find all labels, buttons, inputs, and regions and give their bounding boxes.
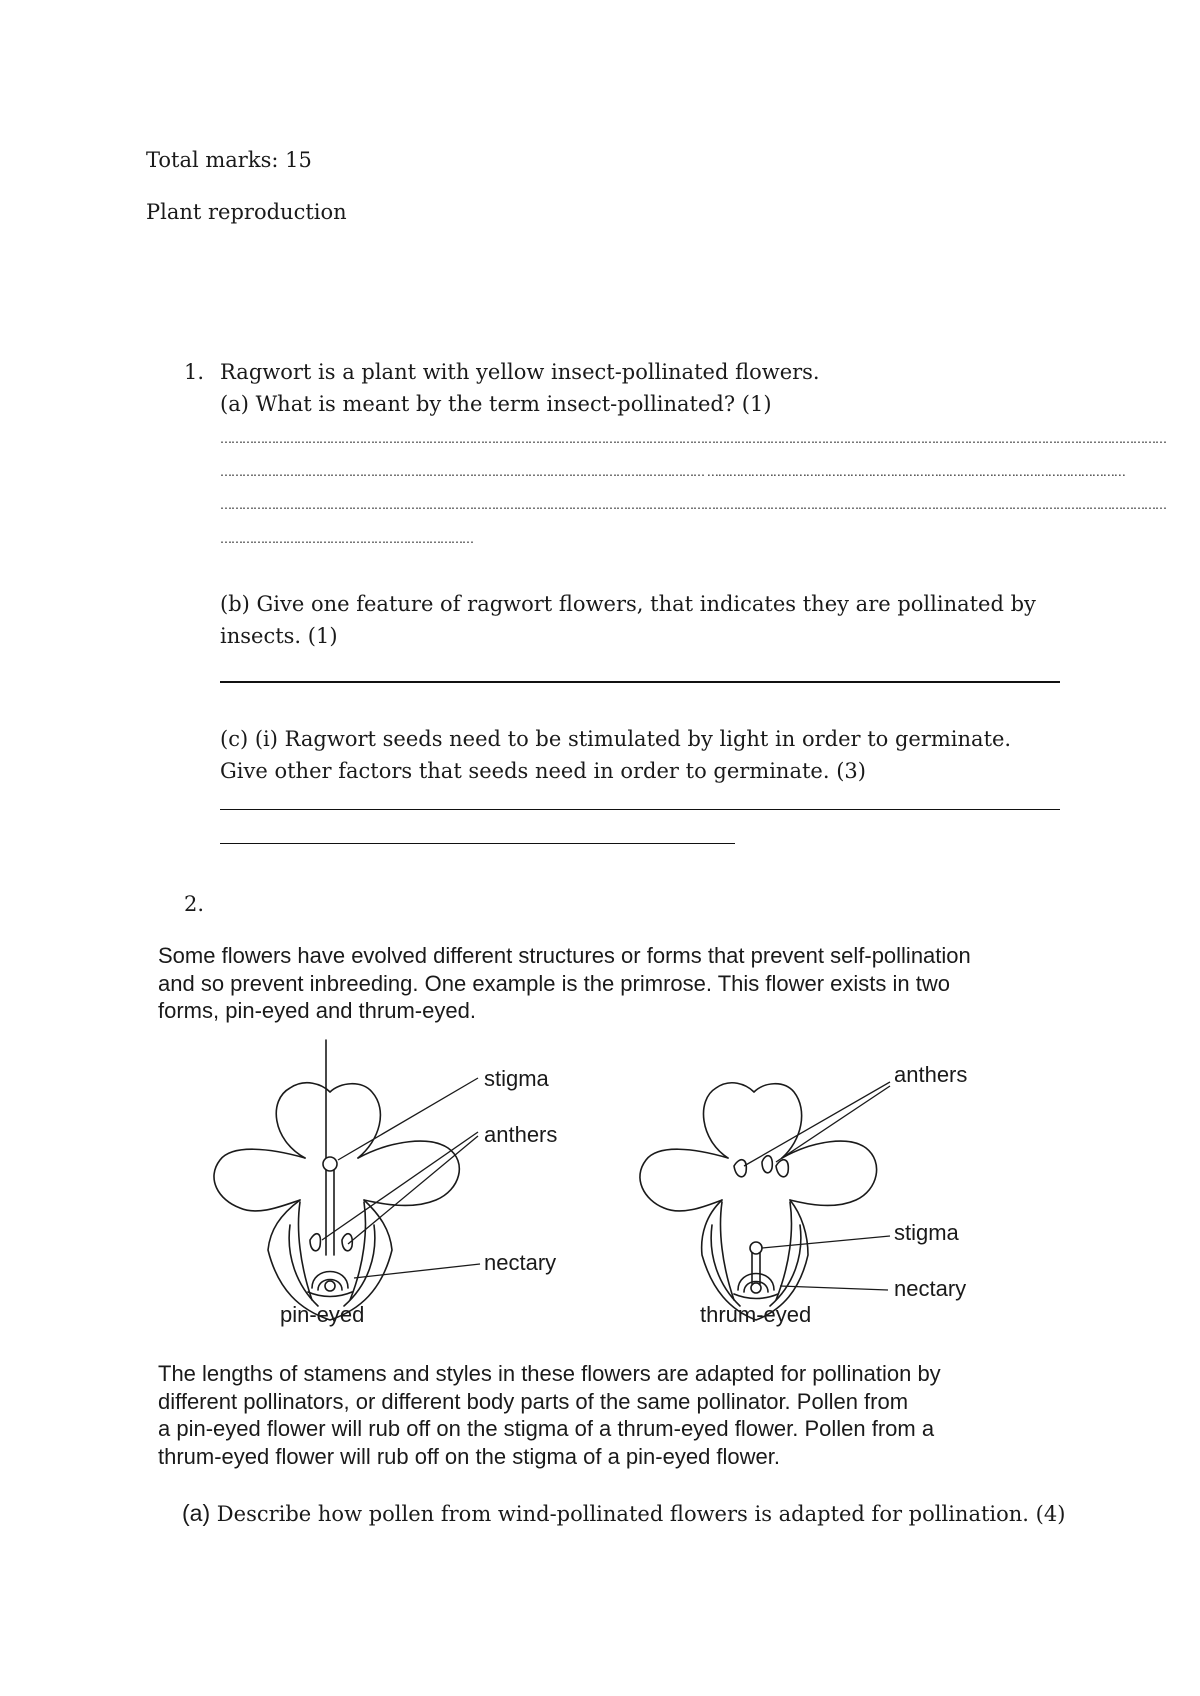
question-2a-prompt <box>182 1500 1065 1527</box>
intro-line: and so prevent inbreeding. One example is the primrose. This flower exists in two <box>158 970 950 996</box>
question-1c-prompt-cont: Give other factors that seeds need in order to germinate. (3) <box>220 759 866 783</box>
question-1a-prompt: (a) What is meant by the term insect-pollinated? (1) <box>220 392 772 416</box>
question-1b-prompt-cont: insects. (1) <box>220 624 338 648</box>
intro-line: Some flowers have evolved different structures or forms that prevent self-pollination <box>158 943 971 968</box>
primrose-diagram <box>0 1040 1200 1340</box>
question-2-intro <box>158 942 1058 1025</box>
answer-line-dotted[interactable]: …………………………………………………………………………………………………………………………………………………………………………………………………………………………………… <box>220 498 1166 512</box>
answer-line-dotted[interactable]: …………………………………………………………………………………………………………………… …………………………………………………………………………………………………… <box>220 465 1125 479</box>
question-1c-prompt: (c) (i) Ragwort seeds need to be stimulated by light in order to germinate. <box>220 727 1012 751</box>
body-line: thrum-eyed flower will rub off on the stigma of a pin-eyed flower. <box>158 1443 781 1469</box>
pin-eyed-caption: pin-eyed <box>280 1302 365 1327</box>
question-1-number: 1. <box>184 360 205 384</box>
pin-anthers-label: anthers <box>484 1122 558 1147</box>
answer-line-solid[interactable] <box>220 681 1060 683</box>
answer-line-solid[interactable] <box>220 843 735 844</box>
thrum-anthers-label: anthers <box>894 1062 968 1087</box>
pin-stigma-label: stigma <box>484 1066 549 1091</box>
thrum-nectary-label: nectary <box>894 1276 967 1301</box>
total-marks: Total marks: 15 <box>146 148 312 172</box>
answer-line-dotted[interactable]: …………………………………………………………………………………………………………………………………………………………………………………………………………………………………… <box>220 432 1166 446</box>
question-2-number: 2. <box>184 892 205 916</box>
answer-line-solid[interactable] <box>220 809 1060 810</box>
body-line: a pin-eyed flower will rub off on the stigma of a thrum-eyed flower. Pollen from a <box>158 1416 935 1441</box>
body-line: The lengths of stamens and styles in these flowers are adapted for pollination by <box>158 1361 941 1386</box>
question-2a-marker: (a) <box>182 1500 211 1526</box>
body-line: different pollinators, or different body parts of the same pollinator. Pollen from <box>158 1388 909 1414</box>
question-2a-text: Describe how pollen from wind-pollinated flowers is adapted for pollination. (4) <box>210 1502 1066 1526</box>
topic-title: Plant reproduction <box>146 200 347 224</box>
question-1b-prompt: (b) Give one feature of ragwort flowers, that indicates they are pollinated by <box>220 592 1036 616</box>
question-2-body <box>158 1360 1058 1470</box>
question-1-stem: Ragwort is a plant with yellow insect-pollinated flowers. <box>220 360 820 384</box>
thrum-stigma-label: stigma <box>894 1220 959 1245</box>
intro-line: forms, pin-eyed and thrum-eyed. <box>158 998 476 1023</box>
pin-eyed-flower-drawing <box>214 1040 459 1320</box>
pin-nectary-label: nectary <box>484 1250 557 1275</box>
thrum-eyed-caption: thrum-eyed <box>700 1302 812 1327</box>
answer-line-dotted[interactable]: …………………………………………………………… <box>220 532 473 546</box>
